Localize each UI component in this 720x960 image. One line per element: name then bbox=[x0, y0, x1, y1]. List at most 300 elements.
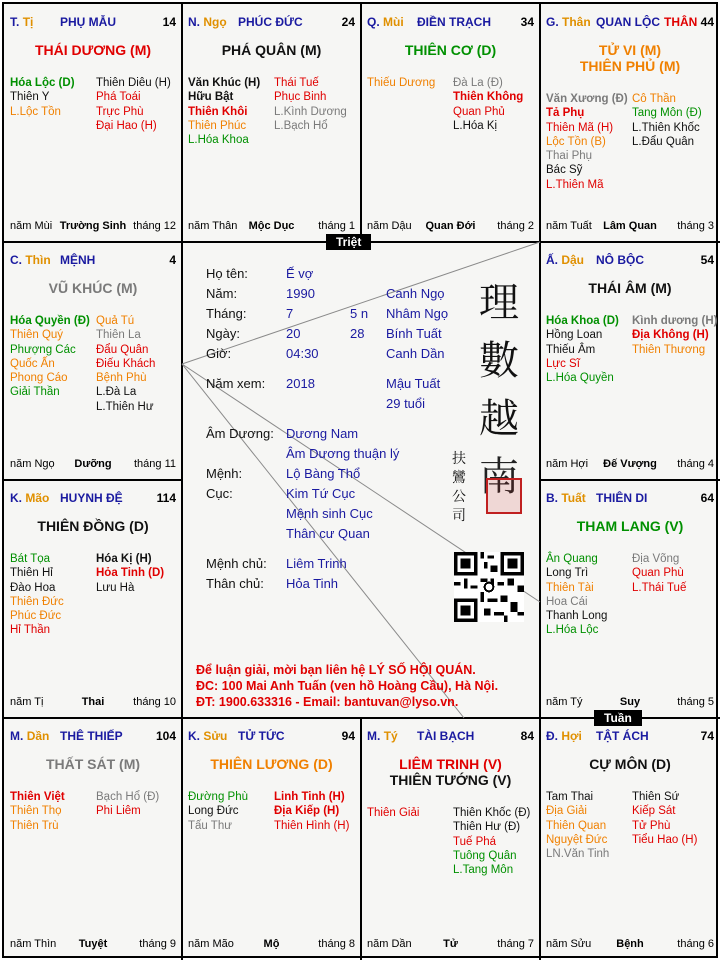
minor-star: Văn Xương (Đ) bbox=[546, 93, 628, 105]
minor-star: Thiếu Âm bbox=[546, 343, 596, 356]
main-stars bbox=[4, 280, 182, 296]
minor-stars-left bbox=[546, 314, 619, 385]
minor-stars-right bbox=[632, 314, 717, 357]
life-stage: Trường Sinh bbox=[59, 220, 127, 232]
minor-star: Hóa Khoa (D) bbox=[546, 315, 619, 327]
minor-star: Thiên Hư (Đ) bbox=[453, 821, 521, 834]
palace-branch bbox=[10, 491, 49, 505]
minor-stars-left bbox=[188, 790, 248, 833]
palace-branch bbox=[367, 15, 404, 29]
minor-stars-right bbox=[453, 806, 530, 877]
minor-star: Đà La (Đ) bbox=[453, 77, 503, 89]
branch-name: Thân bbox=[562, 15, 591, 29]
palace-cell bbox=[4, 242, 182, 480]
minor-star: Thiên Hỉ bbox=[10, 567, 53, 580]
main-stars bbox=[540, 42, 720, 74]
minor-star: Thiên Khôi bbox=[188, 105, 248, 118]
palace-footer bbox=[546, 458, 714, 472]
palace-number: 24 bbox=[341, 15, 355, 29]
triet-tag: Triệt bbox=[326, 234, 371, 250]
minor-star: Quan Phù bbox=[632, 567, 684, 580]
palace-year: năm Mão bbox=[188, 938, 234, 950]
branch-letter: G. bbox=[546, 15, 559, 29]
palace-cell bbox=[361, 718, 540, 960]
minor-star: Lộc Tồn (B) bbox=[546, 135, 606, 148]
main-stars bbox=[4, 518, 182, 534]
branch-name: Mùi bbox=[383, 15, 404, 29]
minor-star: Đẩu Quân bbox=[96, 343, 149, 356]
palace-number: 14 bbox=[162, 15, 176, 29]
palace-number: 34 bbox=[520, 15, 534, 29]
minor-star: Tiểu Hao (H) bbox=[632, 833, 698, 846]
ho-ten-value: Ế vợ bbox=[286, 266, 314, 281]
minor-star: Phá Toái bbox=[96, 91, 141, 104]
minor-stars-left bbox=[546, 552, 607, 638]
minor-star: Thanh Long bbox=[546, 610, 608, 623]
main-stars bbox=[182, 756, 361, 772]
minor-star: Cô Thần bbox=[632, 93, 676, 105]
minor-star: Thiên Phúc bbox=[188, 119, 247, 132]
branch-letter: M. bbox=[367, 729, 381, 743]
minor-star: L.Thiên Mã bbox=[546, 178, 604, 191]
minor-star: Nguyệt Đức bbox=[546, 833, 608, 846]
minor-star: Hồng Loan bbox=[546, 329, 603, 342]
main-star: THIÊN LƯƠNG (D) bbox=[210, 756, 333, 772]
minor-star: Thiên Sứ bbox=[632, 791, 680, 803]
minor-star: L.Lộc Tồn bbox=[10, 105, 61, 118]
minor-star: Phúc Đức bbox=[10, 610, 62, 623]
branch-letter: M. bbox=[10, 729, 24, 743]
life-stage: Tử bbox=[443, 938, 458, 950]
minor-stars-right bbox=[96, 790, 159, 819]
branch-name: Dậu bbox=[561, 253, 585, 267]
minor-stars-left bbox=[10, 790, 65, 833]
palace-year: năm Mùi bbox=[10, 220, 53, 232]
palace-cell bbox=[540, 718, 720, 960]
palace-footer bbox=[546, 220, 714, 234]
palace-year: năm Dậu bbox=[367, 220, 412, 232]
minor-star: Đào Hoa bbox=[10, 581, 56, 594]
minor-stars-right bbox=[274, 790, 349, 833]
palace-footer bbox=[10, 938, 176, 952]
minor-star: Bệnh Phù bbox=[96, 372, 147, 385]
main-star: THÁI DƯƠNG (M) bbox=[34, 42, 152, 58]
minor-star: Phi Liêm bbox=[96, 805, 141, 818]
main-stars bbox=[182, 42, 361, 58]
minor-star: Thiên Tài bbox=[546, 581, 594, 594]
main-stars bbox=[540, 280, 720, 296]
minor-stars-right bbox=[96, 76, 171, 133]
minor-star: L.Hóa Kị bbox=[453, 119, 498, 132]
life-stage: Mộc Dục bbox=[248, 220, 295, 232]
palace-month: tháng 8 bbox=[318, 938, 355, 950]
main-star: THIÊN TƯỚNG (V) bbox=[389, 772, 512, 788]
minor-star: Thai Phụ bbox=[546, 150, 593, 163]
branch-name: Ngọ bbox=[203, 15, 227, 29]
calligraphy-char: 越 bbox=[479, 396, 519, 442]
minor-stars-right bbox=[632, 790, 697, 847]
palace-cell bbox=[182, 4, 361, 242]
palace-year: năm Thân bbox=[188, 220, 238, 232]
cuc-note-2: Thân cư Quan bbox=[286, 526, 370, 541]
minor-star: Thiên Đức bbox=[10, 595, 64, 608]
contact-line-1: Để luận giải, mời bạn liên hệ LÝ SỐ HỘI QUÁN. bbox=[196, 663, 476, 677]
palace-year: năm Tị bbox=[10, 696, 44, 708]
minor-star: Hóa Quyền (Đ) bbox=[10, 315, 90, 327]
palace-month: tháng 2 bbox=[497, 220, 534, 232]
menh-label: Mệnh: bbox=[206, 466, 243, 481]
palace-number: 94 bbox=[341, 729, 355, 743]
minor-star: Tấu Thư bbox=[188, 819, 232, 832]
small-char: 司 bbox=[452, 508, 466, 524]
minor-star: Đường Phù bbox=[188, 791, 248, 803]
palace-cell bbox=[540, 242, 720, 480]
main-stars bbox=[361, 42, 540, 58]
minor-star: Tang Môn (Đ) bbox=[632, 107, 702, 120]
minor-star: L.Hóa Lộc bbox=[546, 624, 599, 637]
palace-name: PHỤ MẪU bbox=[60, 15, 116, 29]
branch-name: Mão bbox=[25, 491, 50, 505]
minor-star: Thiên Thọ bbox=[10, 805, 62, 818]
palace-year: năm Hợi bbox=[546, 458, 589, 470]
main-star: THÁI ÂM (M) bbox=[588, 280, 672, 296]
minor-star: Hoa Cái bbox=[546, 595, 588, 608]
namxem-value: 2018 bbox=[286, 376, 315, 391]
minor-stars-left bbox=[546, 790, 609, 861]
minor-star: L.Hóa Quyền bbox=[546, 372, 614, 385]
minor-star: Thiên La bbox=[96, 329, 141, 342]
minor-stars-left bbox=[188, 76, 260, 147]
calligraphy-char: 理 bbox=[479, 280, 519, 326]
palace-month: tháng 7 bbox=[497, 938, 534, 950]
life-stage: Bệnh bbox=[616, 938, 644, 950]
menhchu-label: Mệnh chủ: bbox=[206, 556, 267, 571]
ho-ten-label: Họ tên: bbox=[206, 266, 248, 281]
palace-name: QUAN LỘC bbox=[596, 15, 660, 29]
palace-month: tháng 3 bbox=[677, 220, 714, 232]
palace-footer bbox=[546, 696, 714, 710]
palace-branch bbox=[10, 15, 33, 29]
main-stars bbox=[4, 756, 182, 772]
life-stage: Tuyệt bbox=[78, 938, 108, 950]
main-star: VŨ KHÚC (M) bbox=[48, 280, 138, 296]
cuc-note-1: Mệnh sinh Cục bbox=[286, 506, 373, 521]
palace-number: 114 bbox=[156, 491, 176, 505]
minor-star: Bát Tọa bbox=[10, 553, 51, 565]
minor-star: L.Thiên Hư bbox=[96, 400, 154, 413]
main-star: PHÁ QUÂN (M) bbox=[221, 42, 322, 58]
minor-star: Thiên Trù bbox=[10, 819, 59, 832]
palace-year: năm Dần bbox=[367, 938, 412, 950]
palace-cell bbox=[540, 480, 720, 718]
main-star: THAM LANG (V) bbox=[576, 518, 684, 534]
minor-star: Quả Tú bbox=[96, 315, 135, 327]
palace-name: MỆNH bbox=[60, 253, 96, 267]
calligraphy-char: 數 bbox=[479, 338, 519, 384]
minor-star: Trực Phù bbox=[96, 105, 144, 118]
small-char: 鸞 bbox=[452, 470, 466, 486]
minor-star: Thiên Y bbox=[10, 91, 50, 104]
main-star: CỰ MÔN (D) bbox=[589, 756, 671, 772]
palace-footer bbox=[188, 220, 355, 234]
main-star: THIÊN ĐỒNG (D) bbox=[37, 518, 149, 534]
minor-star: Đại Hao (H) bbox=[96, 119, 157, 132]
life-stage: Dưỡng bbox=[74, 458, 112, 470]
palace-cell bbox=[4, 480, 182, 718]
minor-star: Địa Võng bbox=[632, 553, 680, 565]
branch-name: Tý bbox=[383, 729, 398, 743]
palace-branch bbox=[546, 729, 582, 743]
palace-number: 54 bbox=[700, 253, 714, 267]
horoscope-chart bbox=[2, 2, 718, 958]
minor-stars-left bbox=[367, 76, 435, 90]
main-stars bbox=[361, 756, 540, 788]
palace-name: TỬ TỨC bbox=[238, 729, 285, 743]
main-stars bbox=[540, 756, 720, 772]
branch-letter: Q. bbox=[367, 15, 380, 29]
than-marker: THÂN bbox=[664, 15, 698, 29]
palace-month: tháng 12 bbox=[133, 220, 176, 232]
calligraphy-logo bbox=[474, 274, 524, 506]
branch-letter: T. bbox=[10, 15, 20, 29]
menh-value: Lộ Bàng Thổ bbox=[286, 466, 361, 481]
ngay-solar: 28 bbox=[350, 326, 365, 341]
minor-star: Thiên Hình (H) bbox=[274, 819, 350, 832]
minor-star: L.Kình Dương bbox=[274, 105, 347, 118]
palace-month: tháng 6 bbox=[677, 938, 714, 950]
main-stars bbox=[4, 42, 182, 58]
palace-month: tháng 1 bbox=[318, 220, 355, 232]
palace-number: 64 bbox=[700, 491, 714, 505]
palace-name: HUYNH ĐỆ bbox=[60, 491, 123, 505]
minor-star: Long Đức bbox=[188, 805, 239, 818]
minor-star: Lưu Hà bbox=[96, 581, 135, 594]
minor-star: L.Đẩu Quân bbox=[632, 135, 695, 148]
minor-stars-left bbox=[10, 314, 90, 400]
calligraphy-char: 南 bbox=[479, 454, 519, 500]
palace-name: PHÚC ĐỨC bbox=[238, 15, 303, 29]
branch-letter: B. bbox=[546, 491, 558, 505]
minor-stars-left bbox=[546, 92, 628, 192]
minor-stars-right bbox=[96, 314, 155, 414]
minor-star: Thái Tuế bbox=[274, 77, 319, 89]
life-stage: Lâm Quan bbox=[603, 220, 657, 232]
minor-star: L.Thiên Khốc bbox=[632, 121, 700, 134]
minor-star: L.Thái Tuế bbox=[632, 581, 687, 594]
ngay-value: 20 bbox=[286, 326, 301, 341]
minor-star: Thiên Thương bbox=[632, 343, 706, 356]
palace-footer bbox=[367, 220, 534, 234]
palace-name: TẬT ÁCH bbox=[596, 729, 649, 743]
minor-star: Thiên Quý bbox=[10, 329, 64, 342]
palace-name: THÊ THIẾP bbox=[60, 729, 123, 743]
minor-stars-left bbox=[10, 552, 64, 638]
palace-month: tháng 11 bbox=[133, 458, 176, 470]
contact-line-2: ĐC: 100 Mai Anh Tuấn (ven hồ Hoàng Cầu), Hà Nội. bbox=[196, 679, 499, 693]
palace-name: ĐIỀN TRẠCH bbox=[417, 15, 491, 29]
palace-branch bbox=[10, 253, 51, 267]
minor-star: Hữu Bật bbox=[188, 91, 234, 104]
minor-star: Hỏa Tinh (D) bbox=[96, 567, 165, 580]
qr-code-icon bbox=[454, 552, 524, 622]
minor-stars-right bbox=[274, 76, 347, 133]
namxem-canchi: Mậu Tuất bbox=[386, 376, 441, 391]
minor-star: Thiên Giải bbox=[367, 807, 420, 819]
minor-star: Hóa Kị (H) bbox=[96, 553, 152, 565]
life-stage: Thai bbox=[81, 696, 105, 708]
minor-star: Quốc Ấn bbox=[10, 357, 55, 370]
minor-star: Bác Sỹ bbox=[546, 164, 583, 177]
minor-star: Tam Thai bbox=[546, 791, 594, 803]
palace-footer bbox=[367, 938, 534, 952]
palace-branch bbox=[10, 729, 49, 743]
minor-star: Hỉ Thần bbox=[10, 624, 51, 637]
branch-letter: Đ. bbox=[546, 729, 558, 743]
cuc-value: Kim Tứ Cục bbox=[286, 486, 356, 501]
tuoi-value: 29 tuổi bbox=[386, 396, 426, 411]
minor-star: Hóa Lộc (D) bbox=[10, 77, 75, 89]
palace-month: tháng 4 bbox=[677, 458, 714, 470]
nam-canchi: Canh Ngọ bbox=[386, 286, 445, 301]
minor-star: Quan Phủ bbox=[453, 105, 505, 118]
small-char: 扶 bbox=[452, 451, 466, 467]
life-stage: Đế Vượng bbox=[603, 458, 657, 470]
minor-star: Điếu Khách bbox=[96, 357, 156, 370]
palace-cell bbox=[540, 4, 720, 242]
minor-star: Địa Không (H) bbox=[632, 329, 709, 342]
minor-star: Phong Cáo bbox=[10, 372, 68, 385]
palace-number: 44 bbox=[700, 15, 714, 29]
gio-value: 04:30 bbox=[286, 346, 319, 361]
minor-star: L.Đà La bbox=[96, 386, 137, 399]
palace-number: 104 bbox=[155, 729, 176, 743]
palace-cell bbox=[182, 718, 361, 960]
gio-label: Giờ: bbox=[206, 346, 232, 361]
palace-month: tháng 9 bbox=[139, 938, 176, 950]
branch-name: Hợi bbox=[561, 729, 582, 743]
minor-star: Linh Tinh (H) bbox=[274, 791, 345, 803]
amduong-note: Âm Dương thuận lý bbox=[286, 446, 400, 461]
minor-star: Văn Khúc (H) bbox=[188, 77, 261, 89]
namxem-label: Năm xem: bbox=[206, 376, 266, 391]
thang-solar: 5 n bbox=[350, 306, 369, 321]
minor-star: Thiếu Dương bbox=[367, 77, 436, 89]
branch-letter: C. bbox=[10, 253, 22, 267]
minor-star: Thiên Diêu (H) bbox=[96, 77, 171, 89]
minor-stars-right bbox=[96, 552, 164, 595]
palace-number: 4 bbox=[169, 253, 176, 267]
palace-year: năm Sửu bbox=[546, 938, 592, 950]
minor-star: Giải Thần bbox=[10, 386, 60, 399]
palace-year: năm Thìn bbox=[10, 938, 57, 950]
branch-name: Dần bbox=[26, 729, 50, 743]
minor-star: L.Tang Môn bbox=[453, 864, 514, 877]
minor-star: Thiên Mã (H) bbox=[546, 121, 614, 134]
minor-stars-right bbox=[632, 92, 702, 149]
contact-block bbox=[196, 662, 498, 710]
branch-letter: K. bbox=[188, 729, 200, 743]
center-info-panel bbox=[184, 244, 540, 720]
minor-star: Địa Kiếp (H) bbox=[274, 805, 340, 818]
minor-star: Tuế Phá bbox=[453, 835, 497, 848]
minor-star: Thiên Việt bbox=[10, 791, 65, 803]
palace-branch bbox=[546, 253, 584, 267]
palace-number: 84 bbox=[520, 729, 534, 743]
amduong-label: Âm Dương: bbox=[206, 426, 274, 441]
palace-branch bbox=[188, 729, 227, 743]
life-stage: Suy bbox=[619, 696, 641, 708]
palace-footer bbox=[188, 938, 355, 952]
palace-cell bbox=[4, 718, 182, 960]
minor-star: Long Trì bbox=[546, 567, 589, 580]
palace-year: năm Tuất bbox=[546, 220, 592, 232]
main-star: LIÊM TRINH (V) bbox=[399, 756, 502, 772]
palace-footer bbox=[10, 458, 176, 472]
minor-star: Tử Phù bbox=[632, 819, 671, 832]
gio-canchi: Canh Dần bbox=[386, 346, 445, 361]
thang-canchi: Nhâm Ngọ bbox=[386, 306, 449, 321]
minor-stars-right bbox=[632, 552, 686, 595]
ngay-canchi: Bính Tuất bbox=[386, 326, 442, 341]
main-stars bbox=[540, 518, 720, 534]
palace-branch bbox=[546, 15, 591, 29]
palace-month: tháng 10 bbox=[133, 696, 176, 708]
palace-branch bbox=[546, 491, 586, 505]
branch-letter: Ấ. bbox=[546, 253, 558, 267]
minor-stars-left bbox=[367, 806, 419, 820]
nam-label: Năm: bbox=[206, 286, 238, 301]
palace-footer bbox=[546, 938, 714, 952]
minor-star: Phượng Các bbox=[10, 343, 76, 356]
ngay-label: Ngày: bbox=[206, 326, 240, 341]
main-star: THIÊN CƠ (D) bbox=[404, 42, 497, 58]
palace-name: NÔ BỘC bbox=[596, 253, 644, 267]
main-star: TỬ VI (M) bbox=[598, 42, 662, 58]
cuc-label: Cục: bbox=[206, 486, 233, 501]
minor-star: Kiếp Sát bbox=[632, 805, 676, 818]
minor-stars-left bbox=[10, 76, 75, 119]
palace-footer bbox=[10, 220, 176, 234]
palace-footer bbox=[10, 696, 176, 710]
life-stage: Quan Đới bbox=[425, 220, 476, 232]
menhchu-value: Liêm Trinh bbox=[286, 556, 347, 571]
nam-value: 1990 bbox=[286, 286, 315, 301]
minor-star: Thiên Không bbox=[453, 91, 524, 104]
minor-star: Lực Sĩ bbox=[546, 357, 580, 370]
calligraphy-small bbox=[452, 450, 468, 526]
thang-value: 7 bbox=[286, 306, 294, 321]
palace-year: năm Tý bbox=[546, 696, 583, 708]
branch-letter: N. bbox=[188, 15, 200, 29]
minor-star: Phục Binh bbox=[274, 91, 327, 104]
minor-star: Thiên Khốc (Đ) bbox=[453, 807, 531, 819]
palace-cell bbox=[4, 4, 182, 242]
palace-branch bbox=[188, 15, 227, 29]
contact-line-3: ĐT: 1900.633316 - Email: bantuvan@lyso.vn. bbox=[196, 695, 459, 709]
minor-star: Tuông Quân bbox=[453, 849, 517, 862]
tuan-tag: Tuần bbox=[594, 710, 642, 726]
minor-star: Bạch Hổ (Đ) bbox=[96, 791, 160, 803]
minor-star: Tả Phụ bbox=[546, 107, 585, 120]
thanchu-label: Thân chủ: bbox=[206, 576, 264, 591]
minor-star: L.Bạch Hổ bbox=[274, 119, 328, 132]
main-star: THẤT SÁT (M) bbox=[45, 756, 141, 772]
small-char: 公 bbox=[452, 489, 466, 505]
palace-number: 74 bbox=[700, 729, 714, 743]
main-star: THIÊN PHỦ (M) bbox=[579, 58, 681, 74]
palace-year: năm Ngọ bbox=[10, 458, 55, 470]
minor-star: Thiên Quan bbox=[546, 819, 607, 832]
